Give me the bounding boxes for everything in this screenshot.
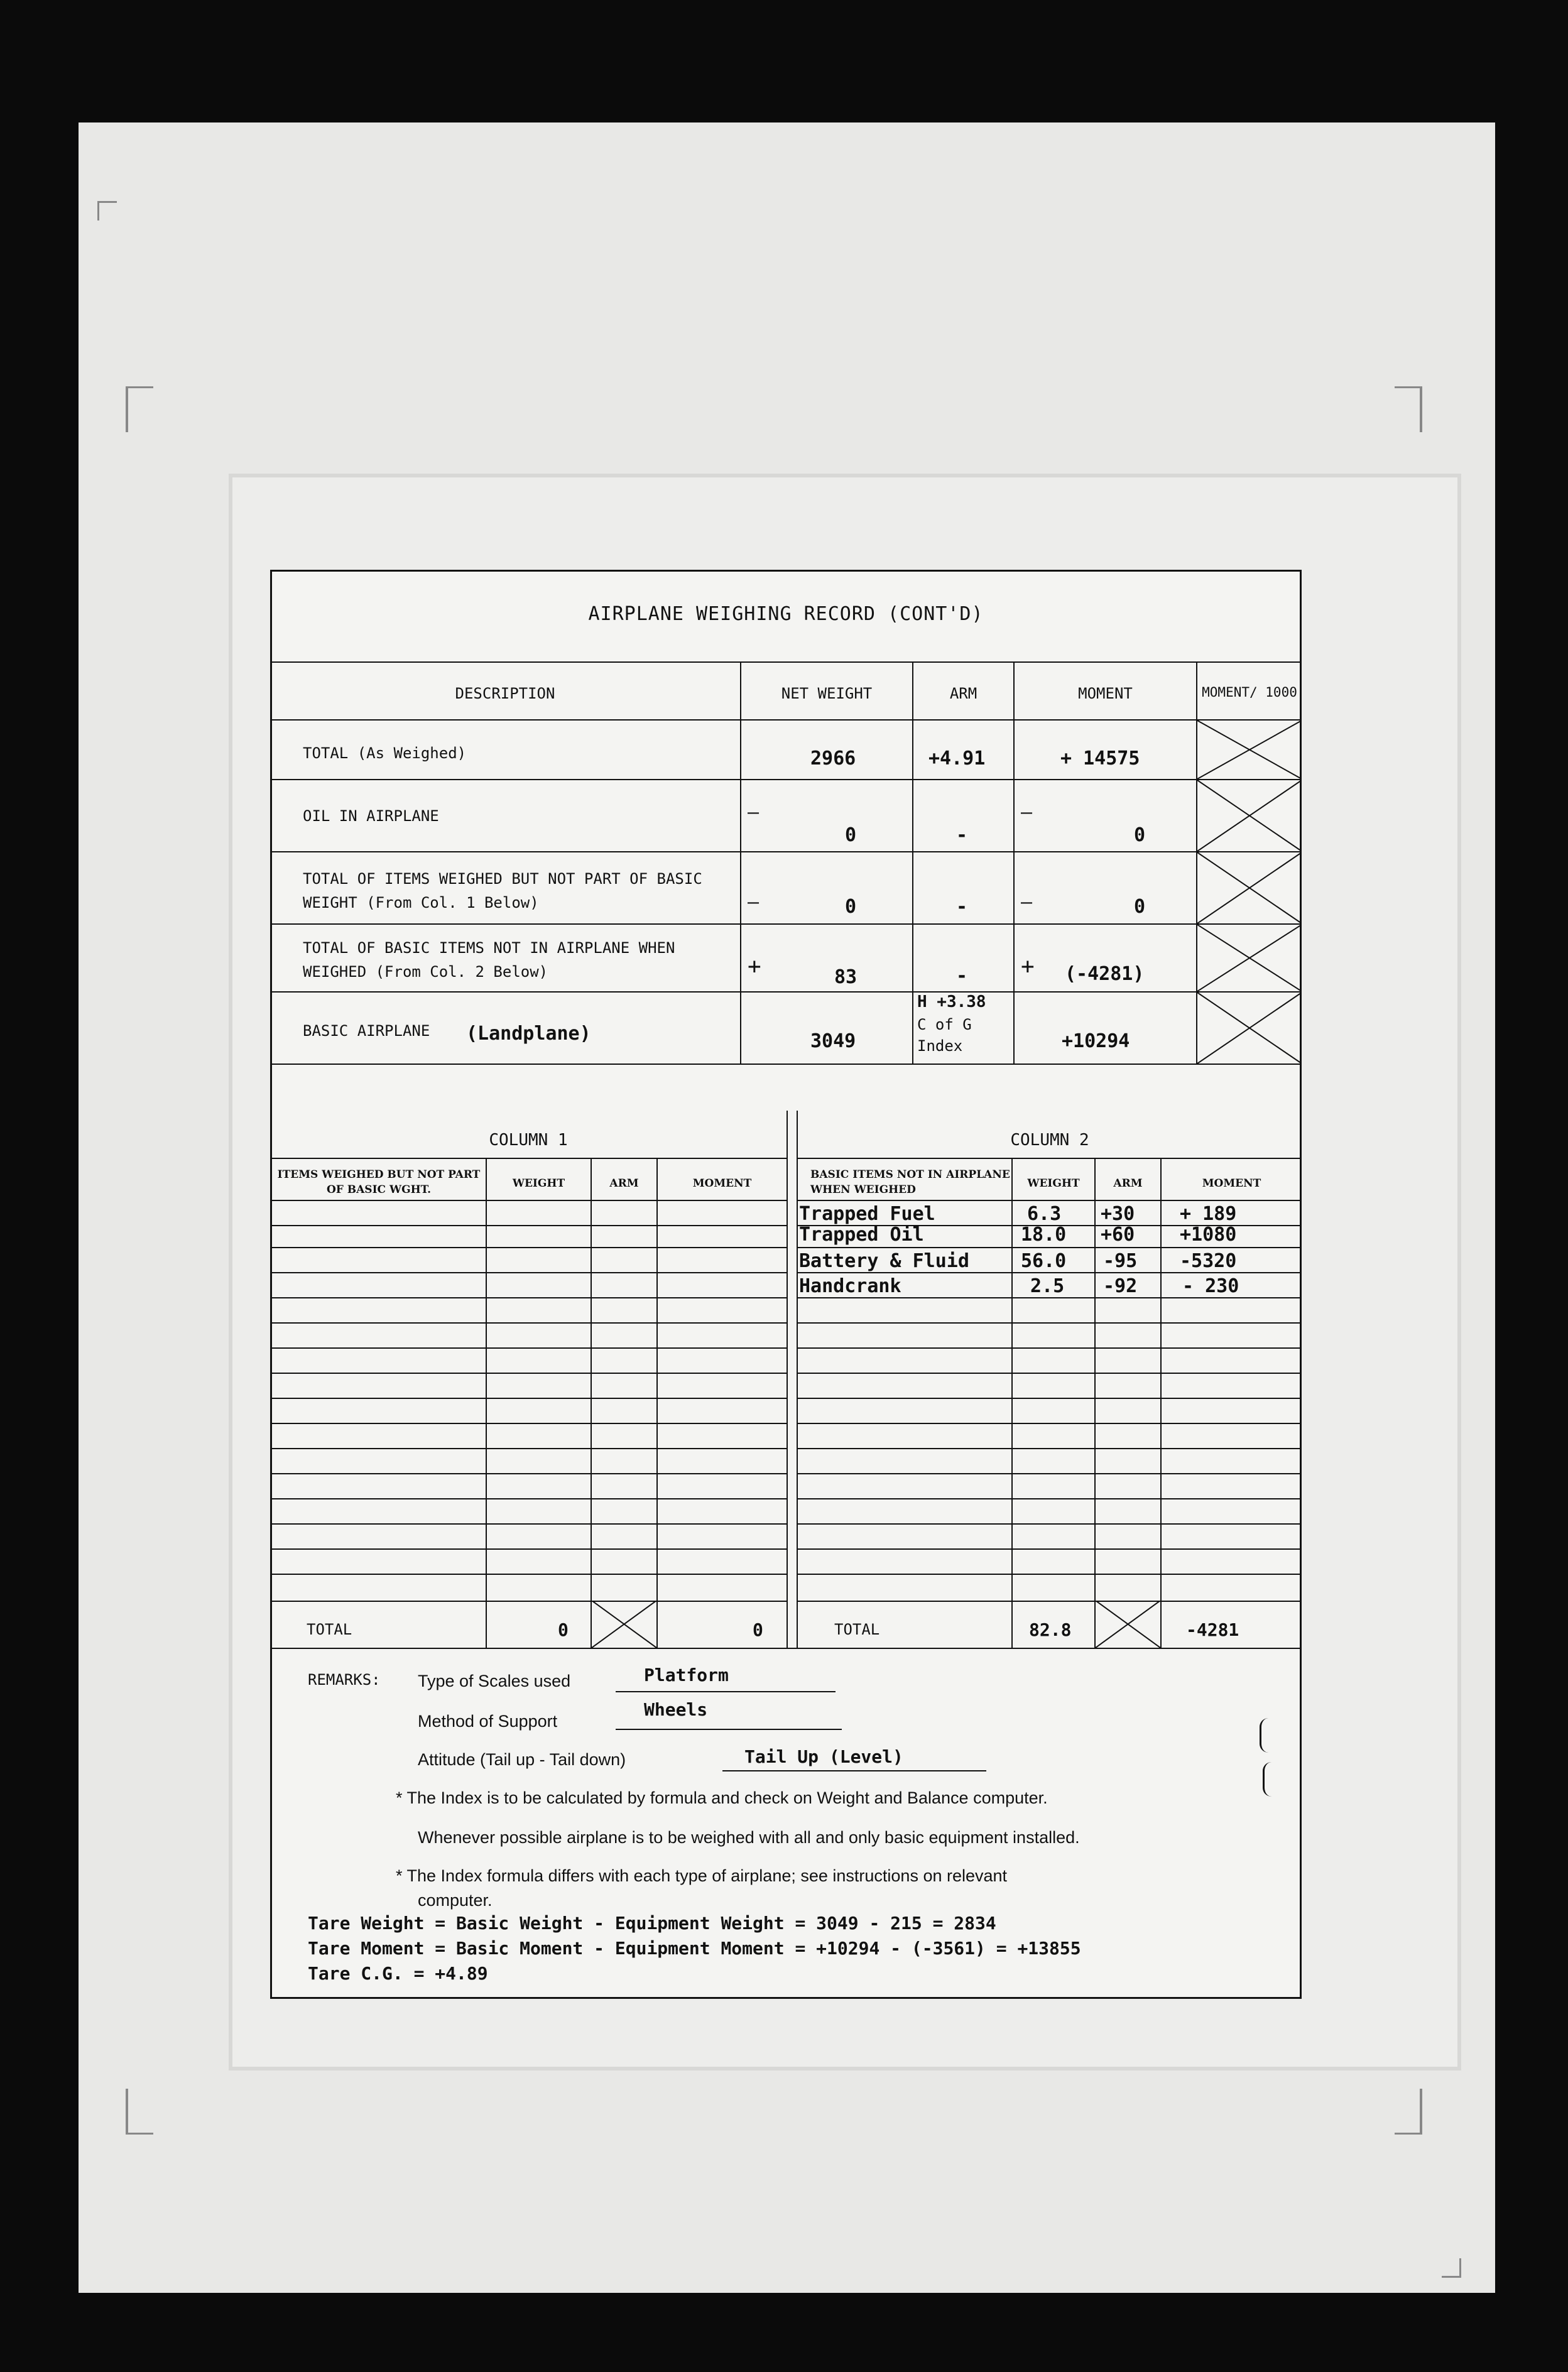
row-sign: —: [1021, 891, 1033, 913]
col2-weight: 6.3: [1027, 1203, 1062, 1225]
crossed-box: [592, 1601, 656, 1648]
grid-row-rule: [270, 1523, 787, 1525]
crop-mark: [1442, 2258, 1461, 2278]
crop-mark: [97, 201, 117, 220]
row-arm: -: [956, 896, 968, 918]
row-sign: +: [748, 954, 761, 979]
col1-header-moment: MOMENT: [692, 1177, 752, 1190]
header-net-weight: NET WEIGHT: [781, 685, 873, 702]
col2-item: Handcrank: [799, 1275, 901, 1297]
margin-bracket-mark: [1260, 1718, 1270, 1753]
row-rule: [270, 779, 1302, 780]
col2-moment: +1080: [1180, 1224, 1237, 1246]
grid-row-rule: [798, 1272, 1302, 1273]
grid-row-rule: [270, 1574, 787, 1575]
support-underline: [616, 1729, 842, 1730]
row-desc: OIL IN AIRPLANE: [303, 807, 439, 825]
grid-row-rule: [798, 1373, 1302, 1374]
col-divider: [912, 661, 913, 1064]
grid-row-rule: [798, 1247, 1302, 1248]
col1-total-label: TOTAL: [307, 1621, 352, 1638]
row-desc: TOTAL OF ITEMS WEIGHED BUT NOT PART OF BASIC WEIGHT (From Col. 1 Below): [303, 870, 702, 911]
grid-row-rule: [270, 1423, 787, 1424]
crossed-box: [1197, 993, 1302, 1064]
col2-arm: +30: [1101, 1203, 1135, 1225]
grid-row-rule: [270, 1548, 787, 1550]
row-arm: -: [956, 824, 968, 846]
crop-mark: [1395, 386, 1422, 432]
grid-row-rule: [798, 1548, 1302, 1550]
form-title: AIRPLANE WEIGHING RECORD (CONT'D): [588, 603, 984, 625]
col2-weight: 2.5: [1030, 1275, 1065, 1297]
attitude-label: Attitude (Tail up - Tail down): [418, 1750, 626, 1769]
scales-label: Type of Scales used: [418, 1672, 571, 1690]
col-divider: [740, 661, 741, 1064]
grid-row-rule: [798, 1448, 1302, 1449]
col2-title-rule: [798, 1158, 1302, 1159]
row-weight: 2966: [810, 748, 856, 770]
col2-item: Trapped Oil: [799, 1224, 924, 1246]
column1-title: COLUMN 1: [489, 1131, 568, 1150]
col2-total-moment: -4281: [1186, 1619, 1239, 1640]
row-rule: [270, 923, 1302, 925]
col1-header-arm: ARM: [609, 1177, 639, 1190]
crossed-box: [1096, 1601, 1160, 1648]
crossed-box: [1197, 721, 1302, 779]
grid-row-rule: [270, 1498, 787, 1499]
header-arm: ARM: [949, 685, 977, 702]
crossed-box: [1197, 852, 1302, 923]
col2-header-arm: ARM: [1113, 1177, 1143, 1190]
row-weight: 0: [845, 824, 857, 846]
tare-weight: Tare Weight = Basic Weight - Equipment Weight = 3049 - 215 = 2834: [308, 1913, 996, 1934]
col2-item: Battery & Fluid: [799, 1250, 969, 1272]
row-desc: TOTAL (As Weighed): [303, 744, 467, 762]
row-sign: —: [748, 891, 760, 913]
row-moment: (-4281): [1065, 963, 1145, 985]
grid-row-rule: [270, 1225, 787, 1226]
scales-value: Platform: [644, 1665, 729, 1685]
margin-bracket-mark: [1263, 1762, 1273, 1797]
row-sign: —: [748, 802, 760, 824]
basic-arm-index: Index: [917, 1037, 963, 1055]
grid-row-rule: [798, 1347, 1302, 1349]
col2-arm: +60: [1101, 1224, 1135, 1246]
attitude-value: Tail Up (Level): [744, 1746, 903, 1767]
crossed-box: [1197, 780, 1302, 851]
crop-mark: [126, 386, 153, 432]
grid-row-rule: [798, 1322, 1302, 1324]
row-sign: —: [1021, 802, 1033, 824]
support-label: Method of Support: [418, 1712, 558, 1731]
row-arm: -: [956, 965, 968, 987]
col1-right-border: [787, 1111, 788, 1648]
column2-title: COLUMN 2: [1010, 1131, 1089, 1150]
col1-header-weight: WEIGHT: [512, 1177, 565, 1190]
tare-cg: Tare C.G. = +4.89: [308, 1963, 488, 1984]
row-sign: +: [1021, 954, 1035, 979]
weighing-record-form: [270, 570, 1302, 1999]
grid-row-rule: [798, 1601, 1302, 1602]
title-rule: [270, 661, 1302, 663]
row-weight: 83: [834, 966, 858, 988]
tare-moment: Tare Moment = Basic Moment - Equipment Moment = +10294 - (-3561) = +13855: [308, 1938, 1081, 1959]
col2-moment: - 230: [1182, 1275, 1239, 1297]
basic-airplane-type: (Landplane): [466, 1023, 591, 1045]
header-moment: MOMENT: [1078, 685, 1133, 702]
crossed-box: [1197, 925, 1302, 991]
col1-title-rule: [270, 1158, 787, 1159]
grid-row-rule: [270, 1322, 787, 1324]
scales-underline: [616, 1691, 836, 1692]
col1-header-items: ITEMS WEIGHED BUT NOT PART OF BASIC WGHT.: [277, 1168, 481, 1196]
col1-total-weight: 0: [558, 1619, 569, 1640]
col2-moment: + 189: [1180, 1203, 1237, 1225]
row-weight: 0: [845, 896, 857, 918]
grid-row-rule: [270, 1347, 787, 1349]
row-desc: TOTAL OF BASIC ITEMS NOT IN AIRPLANE WHEN WEIGHED (From Col. 2 Below): [303, 939, 675, 981]
grid-row-rule: [270, 1601, 787, 1602]
grid-row-rule: [798, 1398, 1302, 1399]
grid-row-rule: [270, 1200, 787, 1201]
grid-row-rule: [798, 1523, 1302, 1525]
grid-row-rule: [270, 1448, 787, 1449]
grid-row-rule: [798, 1498, 1302, 1499]
grid-row-rule: [270, 1247, 787, 1248]
note-basic-equipment: Whenever possible airplane is to be weighed with all and only basic equipment installed.: [418, 1828, 1080, 1847]
basic-weight: 3049: [810, 1030, 856, 1052]
col2-total-label: TOTAL: [834, 1621, 880, 1638]
header-description: DESCRIPTION: [455, 685, 555, 702]
note-formula-cont: computer.: [418, 1891, 493, 1910]
col2-header-weight: WEIGHT: [1027, 1177, 1080, 1190]
row-rule: [270, 1064, 1302, 1065]
col2-weight: 56.0: [1021, 1250, 1067, 1272]
row-moment: + 14575: [1060, 748, 1140, 770]
col2-left-border: [797, 1111, 798, 1648]
grid-row-rule: [798, 1574, 1302, 1575]
grid-row-rule: [798, 1423, 1302, 1424]
row-rule: [270, 851, 1302, 852]
support-value: Wheels: [644, 1699, 708, 1720]
grid-row-rule: [270, 1297, 787, 1298]
col2-total-weight: 82.8: [1029, 1619, 1072, 1640]
col2-header-items: BASIC ITEMS NOT IN AIRPLANE WHEN WEIGHED: [810, 1168, 1010, 1196]
row-moment: 0: [1134, 896, 1146, 918]
grid-row-rule: [270, 1373, 787, 1374]
col2-item: Trapped Fuel: [799, 1203, 935, 1225]
crop-mark: [126, 2089, 153, 2135]
grid-row-rule: [270, 1398, 787, 1399]
basic-airplane-label: BASIC AIRPLANE: [303, 1022, 430, 1040]
basic-moment: +10294: [1062, 1030, 1130, 1052]
col2-header-moment: MOMENT: [1202, 1177, 1261, 1190]
grid-row-rule: [798, 1297, 1302, 1298]
col2-weight: 18.0: [1021, 1224, 1067, 1246]
basic-arm-cg: C of G: [917, 1016, 972, 1033]
header-moment-1000: MOMENT/ 1000: [1202, 685, 1297, 700]
total-rule: [270, 1648, 1302, 1649]
grid-row-rule: [270, 1473, 787, 1474]
row-moment: 0: [1134, 824, 1146, 846]
col-divider: [1013, 661, 1015, 1064]
col1-total-moment: 0: [753, 1619, 763, 1640]
grid-row-rule: [270, 1272, 787, 1273]
col2-moment: -5320: [1180, 1250, 1237, 1272]
crop-mark: [1395, 2089, 1422, 2135]
attitude-underline: [722, 1770, 986, 1771]
col2-arm: -92: [1103, 1275, 1138, 1297]
remarks-label: REMARKS:: [308, 1671, 381, 1689]
grid-row-rule: [798, 1200, 1302, 1201]
row-rule: [270, 719, 1302, 721]
note-formula: * The Index formula differs with each type of airplane; see instructions on relevant: [396, 1866, 1008, 1885]
row-arm: +4.91: [928, 748, 986, 770]
row-rule: [270, 991, 1302, 993]
grid-row-rule: [798, 1473, 1302, 1474]
note-index: * The Index is to be calculated by formula and check on Weight and Balance computer.: [396, 1788, 1048, 1807]
col2-arm: -95: [1103, 1250, 1138, 1272]
basic-arm: H +3.38: [917, 993, 986, 1011]
